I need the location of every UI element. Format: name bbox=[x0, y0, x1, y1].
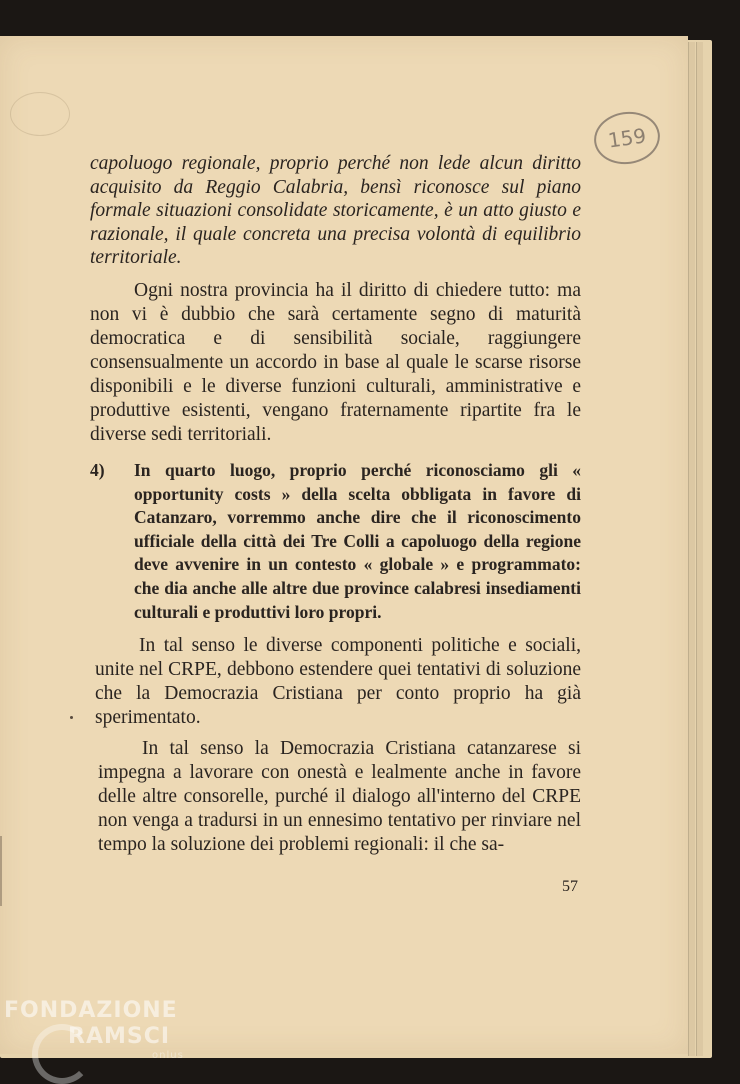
watermark-line2: RAMSCI bbox=[68, 1024, 171, 1049]
margin-mark bbox=[0, 836, 2, 906]
archive-number-stamp: 159 bbox=[591, 108, 664, 169]
margin-mark bbox=[70, 716, 73, 719]
page-edge bbox=[696, 42, 703, 1056]
paragraph: In tal senso le diverse componenti politiche e sociali, unite nel CRPE, debbono estendere quei tentativi di soluzione che la Democrazia Cristiana per conto proprio ha già sperimentato. bbox=[95, 635, 581, 728]
faint-stamp bbox=[10, 92, 70, 136]
list-item bbox=[90, 459, 581, 624]
list-number: 4) bbox=[90, 460, 105, 480]
paragraph: In tal senso la Democrazia Cristiana catanzarese si impegna a lavorare con onestà e lealmente anche in favore delle altre consorelle, purché il dialogo all'interno del CRPE non venga a tradursi in un ennesimo tentativo per rinviare nel tempo la soluzione dei problemi regionali: il che sa- bbox=[98, 738, 581, 855]
paragraph: Ogni nostra provincia ha il diritto di chiedere tutto: ma non vi è dubbio che sarà certamente segno di maturità democratica e di sensibilità sociale, raggiungere consensualmente un accordo in base al quale le scarse risorse disponibili e le diverse funzioni culturali, amministrative e produttive esistenti, vengano fraternamente ripartite fra le diverse sedi territoriali. bbox=[90, 280, 581, 445]
fondazione-gramsci-watermark bbox=[4, 998, 184, 1061]
italic-paragraph: capoluogo regionale, proprio perché non lede alcun diritto acquisito da Reggio Calabria, bensì riconosce sul piano formale situazioni consolidate storicamente, è un atto giusto e razionale, il quale concreta una precisa volontà di equilibrio territoriale. bbox=[90, 153, 581, 269]
page-number: 57 bbox=[562, 878, 578, 895]
watermark-sub: onlus bbox=[152, 1050, 184, 1061]
page-edge bbox=[688, 42, 695, 1056]
watermark-line1: FONDAZIONE bbox=[4, 998, 178, 1023]
watermark-ring-icon bbox=[32, 1024, 92, 1084]
list-item-text: In quarto luogo, proprio perché riconosciamo gli « opportunity costs » della scelta obbligata in favore di Catanzaro, vorremmo anche dire che il riconoscimento ufficiale della città dei Tre Colli a capoluogo della regione deve avvenire in un contesto « globale » e programmato: che dia anche alle altre due province calabresi insediamenti culturali e produttivi loro propri. bbox=[134, 460, 581, 622]
